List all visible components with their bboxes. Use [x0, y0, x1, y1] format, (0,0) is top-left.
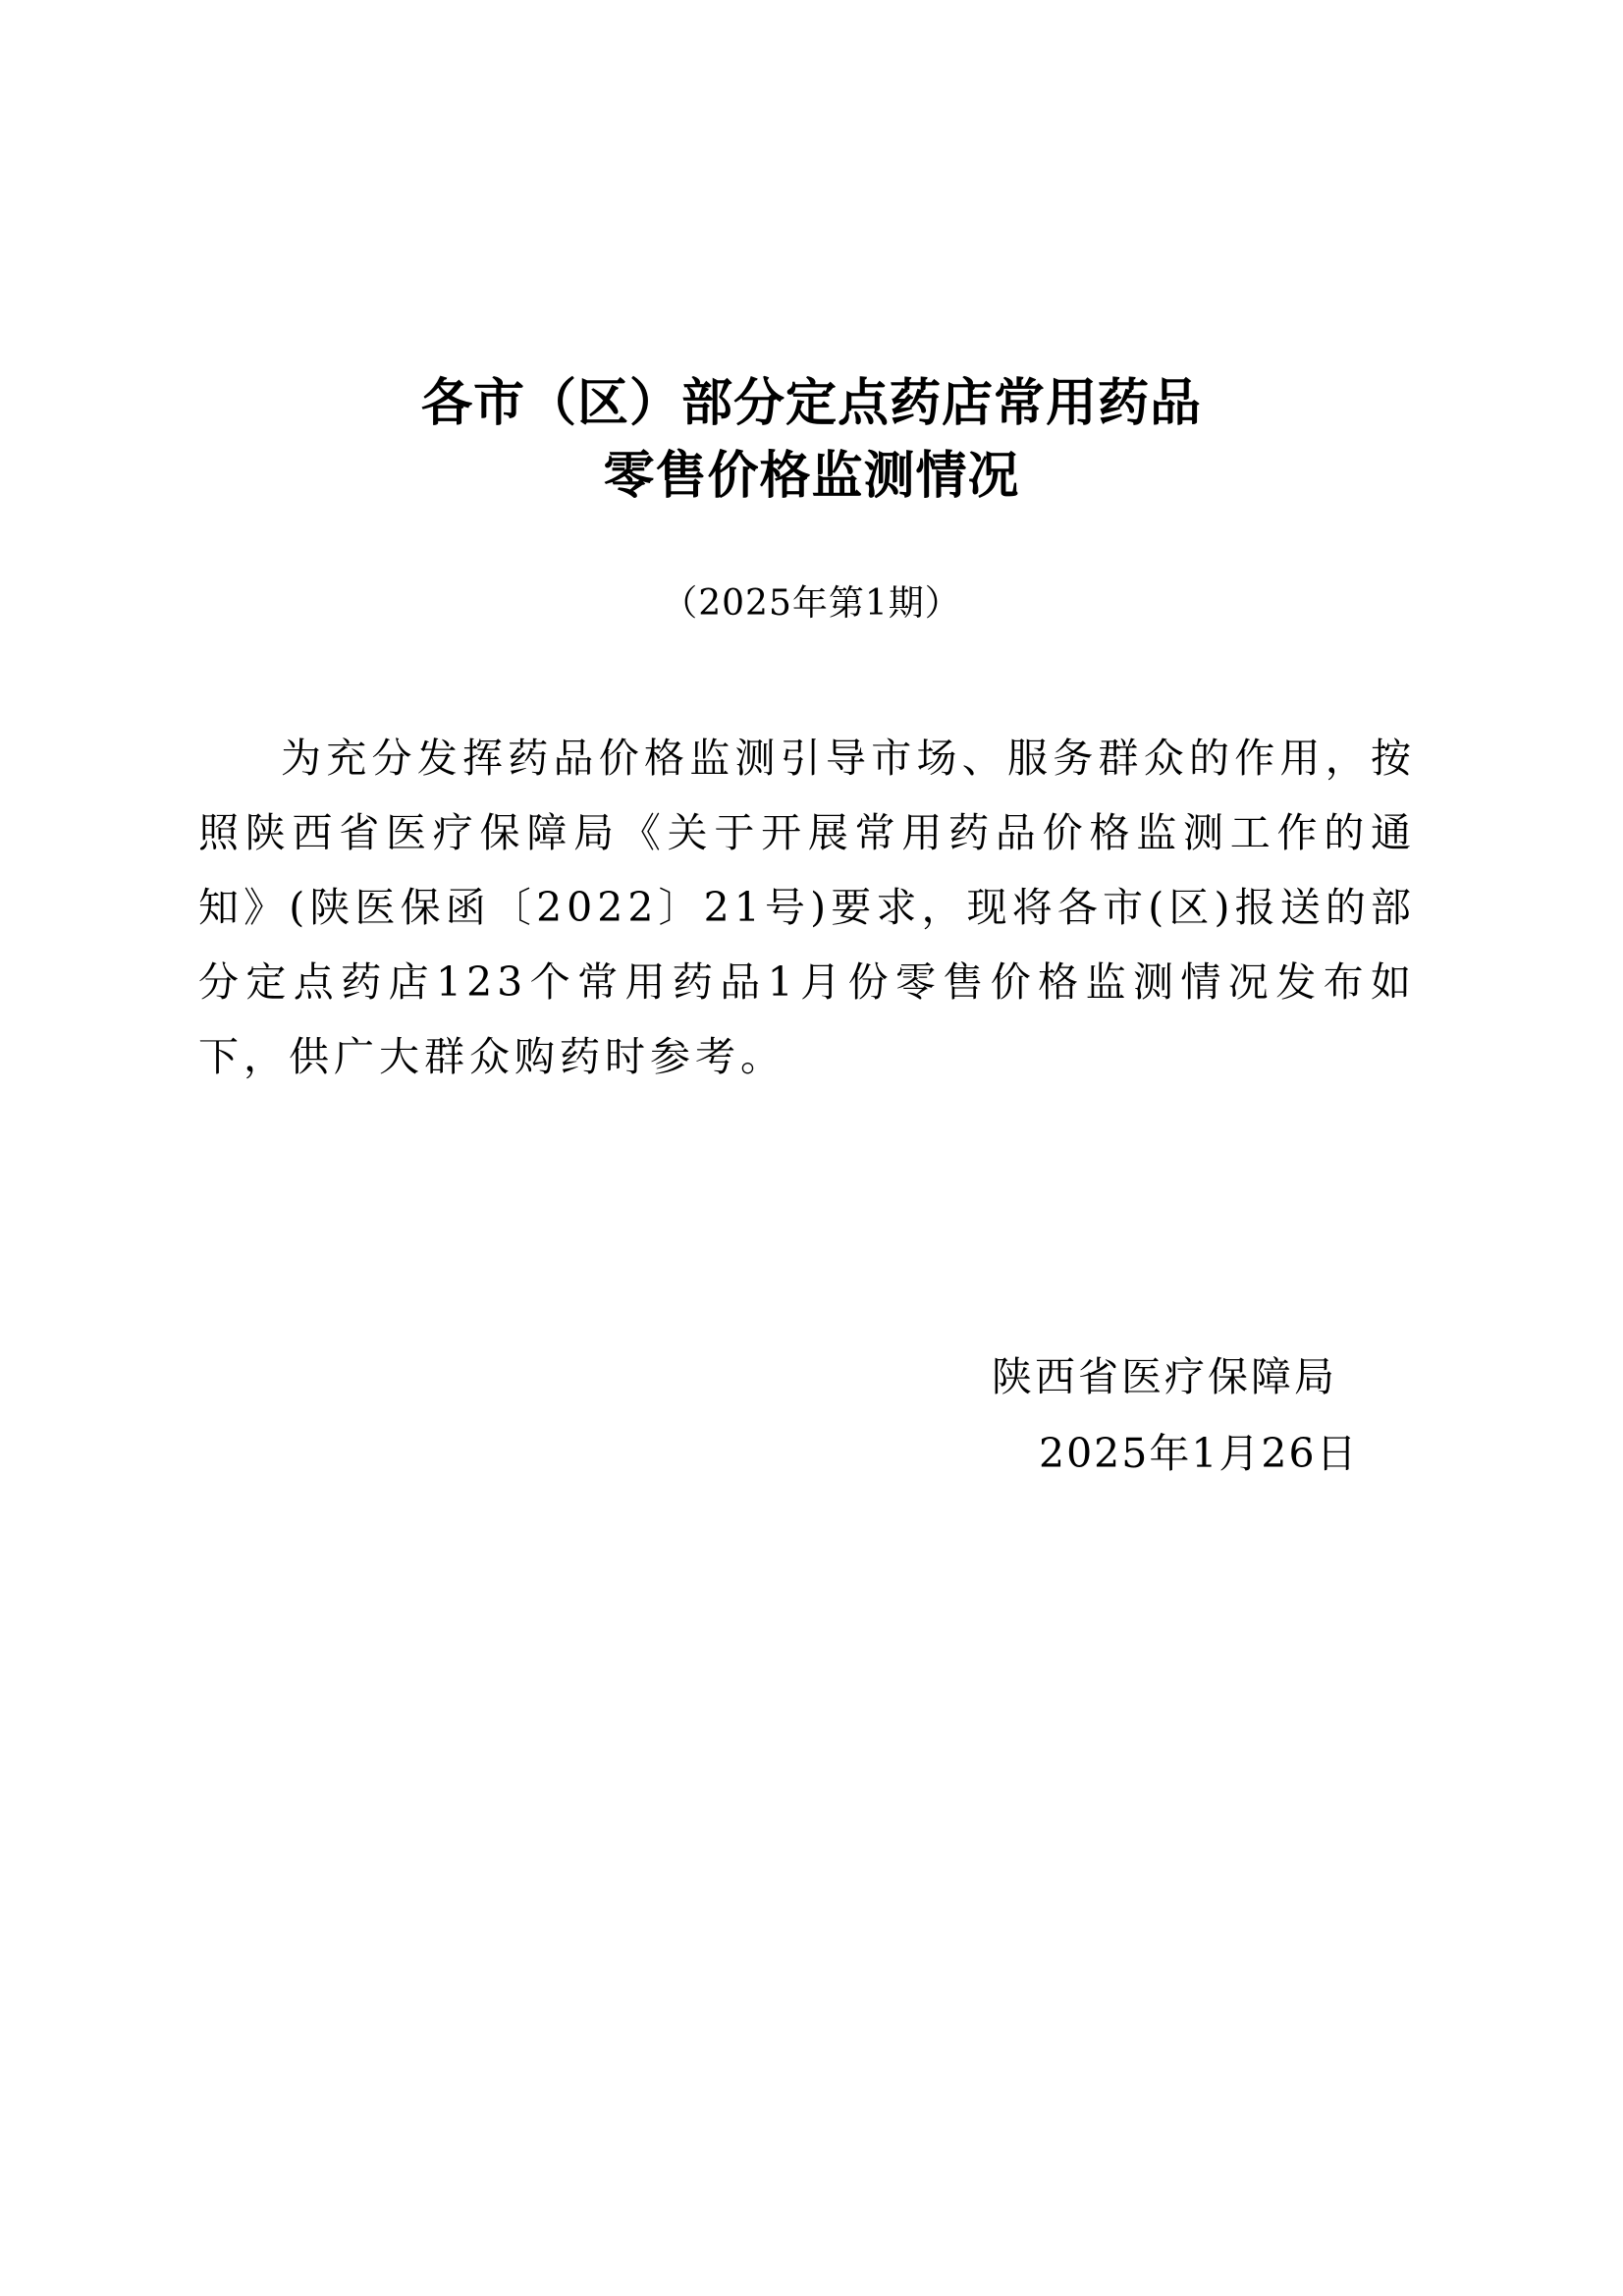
signature-organization: 陕西省医疗保障局	[992, 1353, 1337, 1400]
body-paragraph: 为充分发挥药品价格监测引导市场、服务群众的作用，按照陕西省医疗保障局《关于开展常用药品价格监测工作的通知》(陕医保函〔2022〕21号)要求，现将各市(区)报送的部分定点药店123个常用药品1月份零售价格监测情况发布如下，供广大群众购药时参考。	[198, 735, 1416, 1080]
signature-date: 2025年1月26日	[1039, 1430, 1359, 1477]
document-title-line-1: 各市（区）部分定点药店常用药品	[420, 374, 1202, 433]
document-title-line-2: 零售价格监测情况	[603, 447, 1020, 506]
issue-number: （2025年第1期）	[662, 583, 961, 624]
